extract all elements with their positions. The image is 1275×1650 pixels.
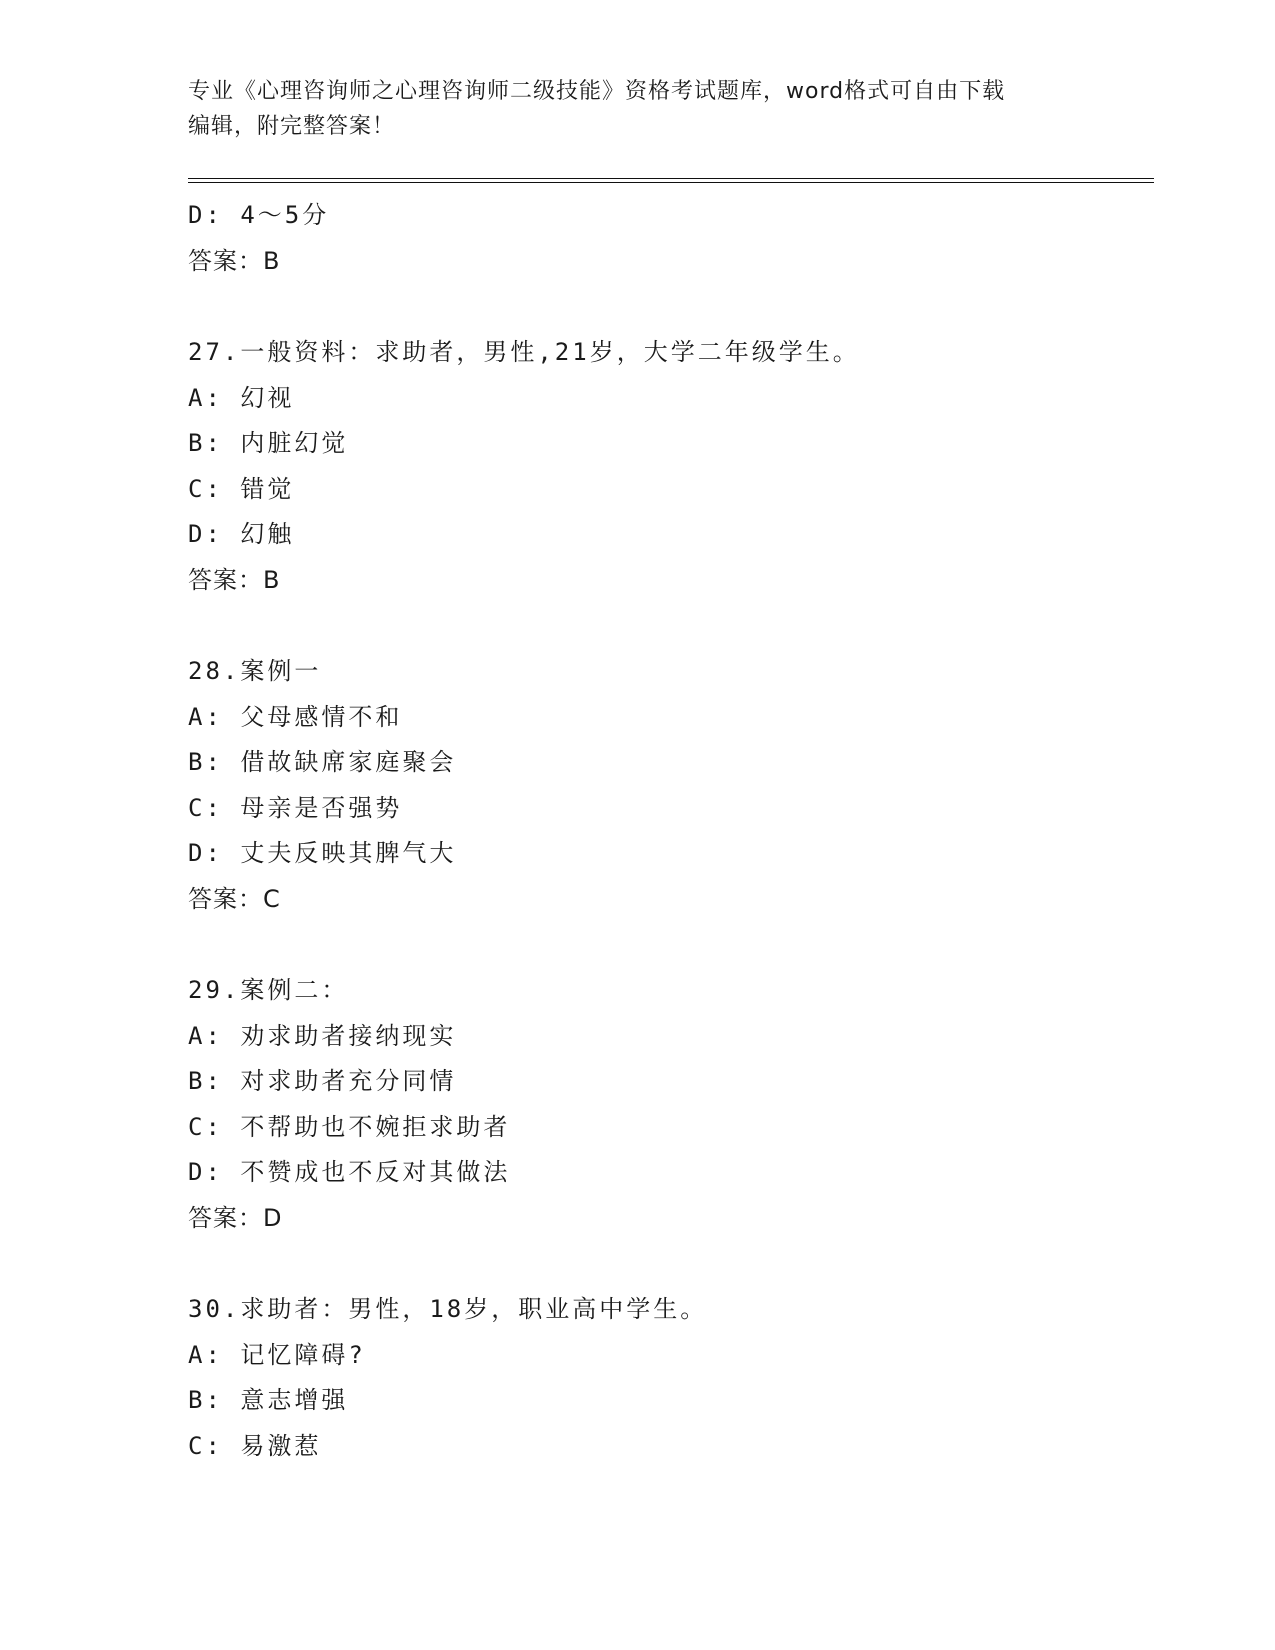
question-list [188, 193, 1148, 1469]
question-stem: 28.案例一 [188, 657, 322, 685]
option-c: C: 不帮助也不婉拒求助者 [188, 1112, 511, 1141]
header-line-2: 编辑，附完整答案！ [188, 114, 396, 139]
option-a: A: 记忆障碍? [188, 1340, 366, 1369]
answer-line: 答案：B [188, 246, 281, 275]
option-c: C: 错觉 [188, 474, 295, 503]
header-rule-top [188, 178, 1154, 179]
option-a: A: 劝求助者接纳现实 [188, 1021, 457, 1050]
option-c: C: 母亲是否强势 [188, 793, 403, 822]
option-a: A: 父母感情不和 [188, 702, 403, 731]
option-c: C: 易激惹 [188, 1431, 322, 1460]
answer-line: 答案：B [188, 565, 281, 594]
document-header [188, 74, 1088, 144]
option-a: A: 幻视 [188, 383, 295, 412]
question-stem: 29.案例二： [188, 976, 349, 1004]
header-line-1: 专业《心理咨询师之心理咨询师二级技能》资格考试题库，word格式可自由下载 [188, 79, 1006, 104]
option-d: D: 幻触 [188, 520, 295, 548]
question-stem: 30.求助者：男性，18岁，职业高中学生。 [188, 1295, 708, 1323]
answer-line: 答案：D [188, 1203, 283, 1232]
option-d: D: 不赞成也不反对其做法 [188, 1158, 511, 1186]
answer-line: 答案：C [188, 884, 281, 913]
option-b: B: 内脏幻觉 [188, 429, 349, 457]
option-b: B: 借故缺席家庭聚会 [188, 748, 457, 776]
option-d: D: 4～5分 [188, 201, 330, 229]
header-rule-bottom [188, 182, 1154, 183]
option-b: B: 意志增强 [188, 1386, 349, 1414]
option-d: D: 丈夫反映其脾气大 [188, 839, 457, 867]
question-stem: 27.一般资料：求助者，男性,21岁，大学二年级学生。 [188, 338, 860, 366]
option-b: B: 对求助者充分同情 [188, 1067, 457, 1095]
